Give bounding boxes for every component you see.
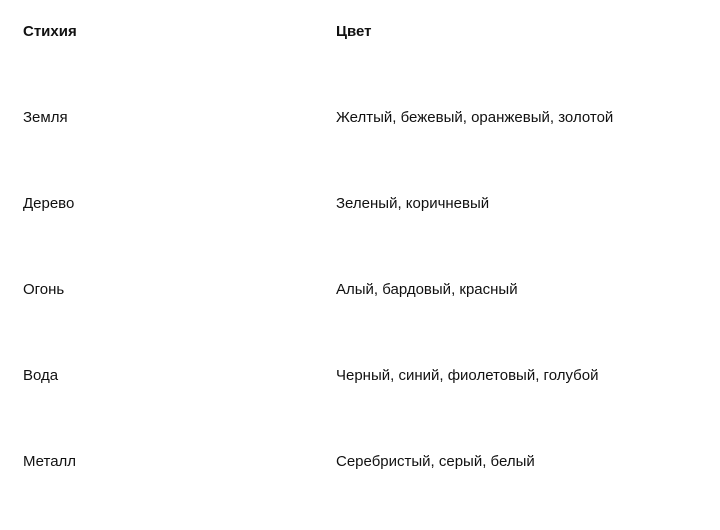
table-row: [0, 280, 720, 300]
header-element: Стихия: [23, 23, 77, 40]
row-element: Вода: [23, 367, 59, 384]
table-row: [0, 452, 720, 472]
row-color: Зеленый, коричневый: [336, 195, 490, 212]
table-header-row: [0, 22, 720, 42]
row-color: Желтый, бежевый, оранжевый, золотой: [336, 109, 614, 126]
row-color: Серебристый, серый, белый: [336, 453, 535, 470]
table-row: [0, 108, 720, 128]
row-element: Огонь: [23, 281, 65, 298]
row-element: Металл: [23, 453, 77, 470]
table-row: [0, 366, 720, 386]
header-color: Цвет: [336, 23, 372, 40]
row-color: Черный, синий, фиолетовый, голубой: [336, 367, 599, 384]
table-row: [0, 194, 720, 214]
row-color: Алый, бардовый, красный: [336, 281, 518, 298]
row-element: Дерево: [23, 195, 75, 212]
row-element: Земля: [23, 109, 68, 126]
